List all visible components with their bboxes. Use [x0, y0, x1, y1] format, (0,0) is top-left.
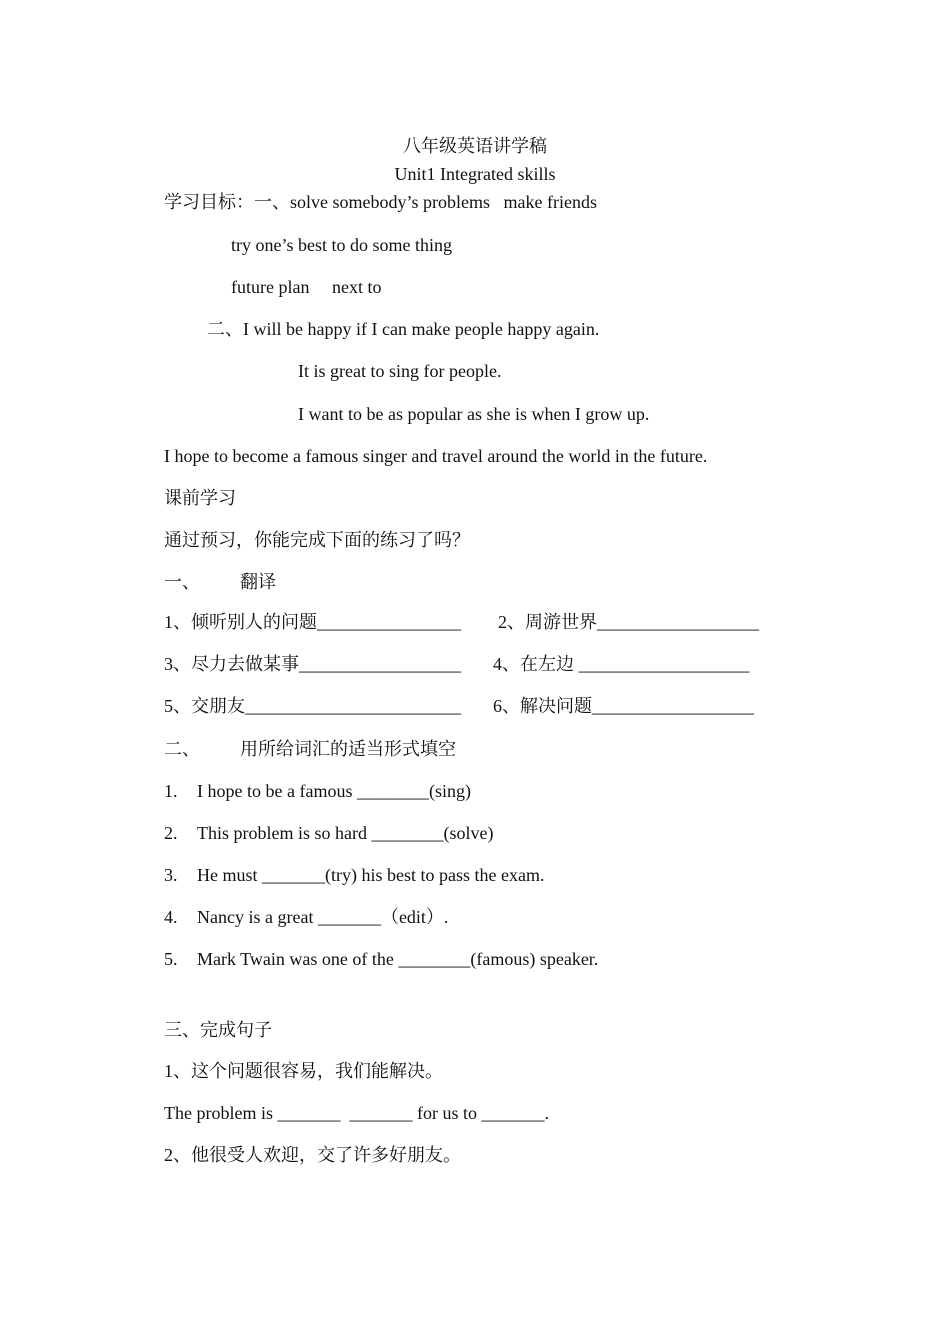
sentence-question-2: 2、他很受人欢迎，交了许多好朋友。 [164, 1145, 461, 1165]
translation-item-4: 4、在左边 ___________________ [493, 654, 750, 674]
sentence-answer-1: The problem is _______ _______ for us to _______. [164, 1103, 549, 1123]
page-subtitle: Unit1 Integrated skills [394, 164, 556, 184]
section2-title: 用所给词汇的适当形式填空 [240, 739, 456, 759]
fill-item-number: 3. [164, 865, 178, 885]
preclass-intro: 通过预习，你能完成下面的练习了吗？ [164, 530, 470, 550]
fill-item-text: This problem is so hard ________(solve) [197, 823, 494, 843]
translation-item-3: 3、尽力去做某事__________________ [164, 654, 461, 674]
fill-item-number: 4. [164, 907, 178, 927]
fill-item-text: He must _______(try) his best to pass the exam. [197, 865, 545, 885]
section1-title: 翻译 [240, 572, 276, 592]
objective-line-3: future plan next to [231, 277, 382, 297]
sentence-question-1: 1、这个问题很容易，我们能解决。 [164, 1061, 443, 1081]
fill-item-number: 2. [164, 823, 178, 843]
page-title: 八年级英语讲学稿 [403, 136, 547, 156]
objective-line-2: try one’s best to do some thing [231, 235, 452, 255]
translation-item-5: 5、交朋友________________________ [164, 696, 461, 716]
fill-item-number: 5. [164, 949, 178, 969]
fill-item-number: 1. [164, 781, 178, 801]
translation-item-1: 1、倾听别人的问题________________ [164, 612, 461, 632]
fill-item-text: Nancy is a great _______（edit）. [197, 907, 449, 927]
section1-number: 一、 [164, 572, 200, 592]
objective-line-4: 二、I will be happy if I can make people happy again. [207, 319, 600, 339]
translation-item-6: 6、解决问题__________________ [493, 696, 754, 716]
objective-line-1: 学习目标：一、solve somebody’s problems make friends [164, 192, 597, 212]
section3-title: 三、完成句子 [164, 1020, 272, 1040]
objective-line-5: It is great to sing for people. [298, 361, 502, 381]
preclass-heading: 课前学习 [164, 488, 236, 508]
translation-item-2: 2、周游世界__________________ [498, 612, 759, 632]
section2-number: 二、 [164, 739, 200, 759]
fill-item-text: Mark Twain was one of the ________(famous) speaker. [197, 949, 599, 969]
fill-item-text: I hope to be a famous ________(sing) [197, 781, 471, 801]
objective-line-7: I hope to become a famous singer and travel around the world in the future. [164, 446, 708, 466]
objective-line-6: I want to be as popular as she is when I grow up. [298, 404, 650, 424]
